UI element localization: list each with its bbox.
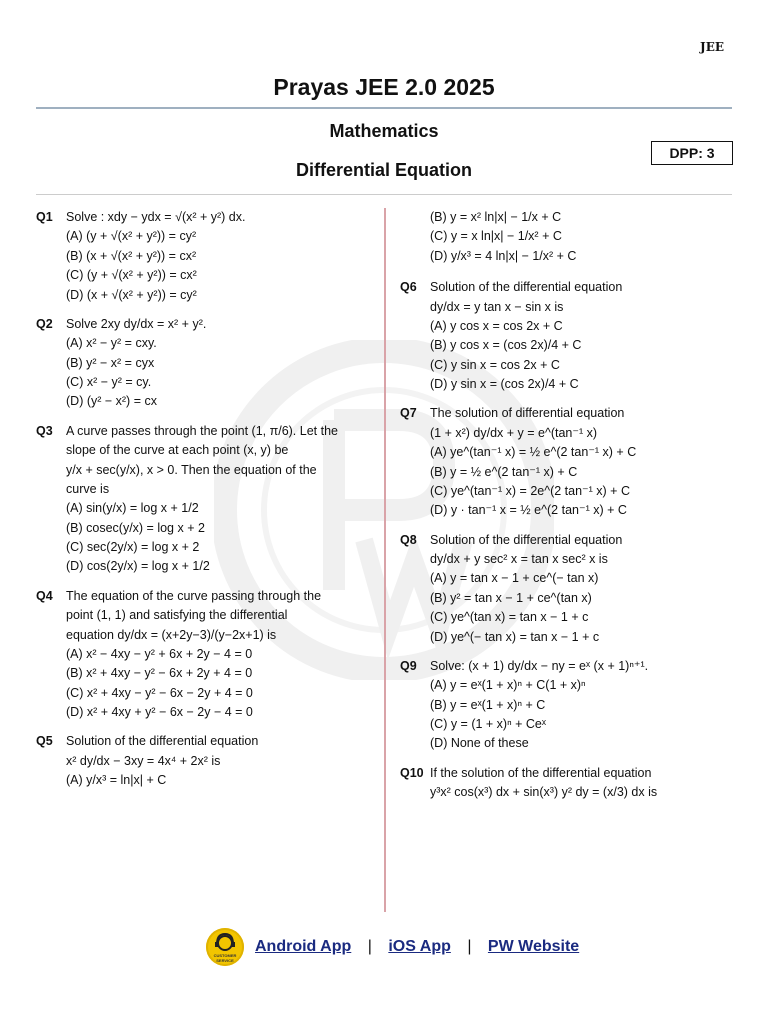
question-number: Q5 <box>36 734 53 749</box>
question-q3 <box>36 422 366 577</box>
question-text: The equation of the curve passing through the <box>66 588 322 603</box>
question-text: The solution of differential equation <box>430 406 625 421</box>
question-text: Solution of the differential equation <box>66 734 259 749</box>
answer-option: (A) ye^(tan⁻¹ x) = ½ e^(2 tan⁻¹ x) + C <box>430 445 637 460</box>
answer-option: (D) None of these <box>430 736 529 751</box>
answer-option: (B) y = x² ln|x| − 1/x + C <box>430 210 562 224</box>
question-q9 <box>400 657 738 754</box>
answer-option: (B) y = eˣ(1 + x)ⁿ + C <box>430 697 546 712</box>
question-text: slope of the curve at each point (x, y) be <box>66 443 289 458</box>
left-column <box>36 208 366 801</box>
answer-option: (B) (x + √(x² + y²)) = cx² <box>66 248 197 263</box>
question-text: Solve : xdy − ydx = √(x² + y²) dx. <box>66 210 246 224</box>
answer-option: (C) y sin x = cos 2x + C <box>430 357 560 372</box>
question-q4 <box>36 587 366 723</box>
question-continuation <box>400 208 738 266</box>
link-separator: | <box>367 938 372 955</box>
answer-option: (A) x² − 4xy − y² + 6x + 2y − 4 = 0 <box>66 646 253 661</box>
question-number: Q3 <box>36 423 53 438</box>
answer-option: (B) y = ½ e^(2 tan⁻¹ x) + C <box>430 464 578 479</box>
exam-tag: JEE <box>700 40 724 54</box>
answer-option: (C) sec(2y/x) = log x + 2 <box>66 540 200 554</box>
chapter-heading: Differential Equation <box>295 160 472 180</box>
answer-option: (D) y/x³ = 4 ln|x| − 1/x² + C <box>430 248 577 263</box>
answer-option: (D) y sin x = (cos 2x)/4 + C <box>430 377 579 391</box>
answer-option: (C) ye^(tan⁻¹ x) = 2e^(2 tan⁻¹ x) + C <box>430 483 630 498</box>
question-text: Solve: (x + 1) dy/dx − ny = eˣ (x + 1)ⁿ⁺¹. <box>430 658 649 673</box>
answer-option: (C) x² − y² = cy. <box>66 375 152 389</box>
answer-option: (D) (x + √(x² + y²)) = cy² <box>66 287 197 302</box>
question-text: Solution of the differential equation <box>430 532 623 547</box>
question-q7 <box>400 404 738 520</box>
question-number: Q7 <box>400 406 417 421</box>
question-number: Q1 <box>36 210 53 224</box>
header-divider <box>36 107 732 109</box>
question-number: Q9 <box>400 658 417 673</box>
question-text: (1 + x²) dy/dx + y = e^(tan⁻¹ x) <box>430 425 598 440</box>
question-number: Q4 <box>36 588 53 603</box>
column-divider <box>384 208 386 912</box>
answer-option: (A) y cos x = cos 2x + C <box>430 318 563 333</box>
question-text: y³x² cos(x³) dx + sin(x³) y² dy = (x/3) dx is <box>430 785 658 800</box>
answer-option: (C) (y + √(x² + y²)) = cx² <box>66 268 197 283</box>
pw-website-link[interactable]: PW Website <box>487 938 580 955</box>
answer-option: (A) y = tan x − 1 + ce^(− tan x) <box>430 571 599 586</box>
link-separator: | <box>467 938 472 955</box>
answer-option: (D) cos(2y/x) = log x + 1/2 <box>66 559 210 574</box>
page-title: Prayas JEE 2.0 2025 <box>273 74 495 100</box>
content-divider <box>36 194 732 195</box>
answer-option: (C) x² + 4xy − y² − 6x − 2y + 4 = 0 <box>66 685 253 700</box>
question-text: If the solution of the differential equation <box>430 765 652 780</box>
question-text: equation dy/dx = (x+2y−3)/(y−2x+1) is <box>66 627 277 642</box>
answer-option: (B) y cos x = (cos 2x)/4 + C <box>430 338 582 353</box>
question-text: curve is <box>66 481 110 496</box>
customer-service-icon[interactable] <box>206 928 244 966</box>
question-q6 <box>400 278 738 394</box>
android-app-link[interactable]: Android App <box>255 938 352 955</box>
question-q10 <box>400 764 738 803</box>
answer-option: (B) cosec(y/x) = log x + 2 <box>66 520 205 535</box>
question-number: Q10 <box>400 765 424 780</box>
question-number: Q6 <box>400 280 417 295</box>
question-q5 <box>36 732 366 790</box>
question-text: dy/dx = y tan x − sin x is <box>430 299 564 314</box>
question-text: y/x + sec(y/x), x > 0. Then the equation of the <box>66 462 317 477</box>
answer-option: (D) (y² − x²) = cx <box>66 394 157 409</box>
answer-option: (A) y = eˣ(1 + x)ⁿ + C(1 + x)ⁿ <box>430 678 586 693</box>
footer-links <box>255 938 579 956</box>
answer-option: (C) ye^(tan x) = tan x − 1 + c <box>430 610 589 625</box>
answer-option: (B) x² + 4xy − y² − 6x + 2y + 4 = 0 <box>66 666 253 681</box>
ios-app-link[interactable]: iOS App <box>388 938 451 955</box>
question-number: Q8 <box>400 532 417 547</box>
question-text: dy/dx + y sec² x = tan x sec² x is <box>430 552 608 566</box>
question-q1 <box>36 208 366 305</box>
subject-heading: Mathematics <box>329 121 439 141</box>
question-text: Solve 2xy dy/dx = x² + y². <box>66 316 207 331</box>
right-column <box>400 208 738 813</box>
question-q2 <box>36 315 366 412</box>
answer-option: (A) sin(y/x) = log x + 1/2 <box>66 501 199 516</box>
answer-option: (D) y · tan⁻¹ x = ½ e^(2 tan⁻¹ x) + C <box>430 503 627 518</box>
answer-option: (B) y² − x² = cyx <box>66 355 155 370</box>
answer-option: (C) y = x ln|x| − 1/x² + C <box>430 229 562 244</box>
dpp-badge: DPP: 3 <box>651 141 733 165</box>
question-q8 <box>400 531 738 647</box>
question-text: A curve passes through the point (1, π/6). Let the <box>66 423 338 438</box>
answer-option: (D) ye^(− tan x) = tan x − 1 + c <box>430 629 600 644</box>
question-text: point (1, 1) and satisfying the differential <box>66 608 288 623</box>
answer-option: (A) x² − y² = cxy. <box>66 336 157 351</box>
badge-label: CUSTOMER SERVICE <box>213 953 237 963</box>
answer-option: (B) y² = tan x − 1 + ce^(tan x) <box>430 590 592 605</box>
answer-option: (A) (y + √(x² + y²)) = cy² <box>66 229 197 244</box>
question-text: Solution of the differential equation <box>430 280 623 295</box>
question-text: x² dy/dx − 3xy = 4x⁴ + 2x² is <box>66 753 221 768</box>
answer-option: (D) x² + 4xy + y² − 6x − 2y − 4 = 0 <box>66 705 253 719</box>
question-number: Q2 <box>36 316 53 331</box>
answer-option: (C) y = (1 + x)ⁿ + Ceˣ <box>430 717 546 731</box>
footer <box>0 928 768 968</box>
answer-option: (A) y/x³ = ln|x| + C <box>66 773 167 788</box>
